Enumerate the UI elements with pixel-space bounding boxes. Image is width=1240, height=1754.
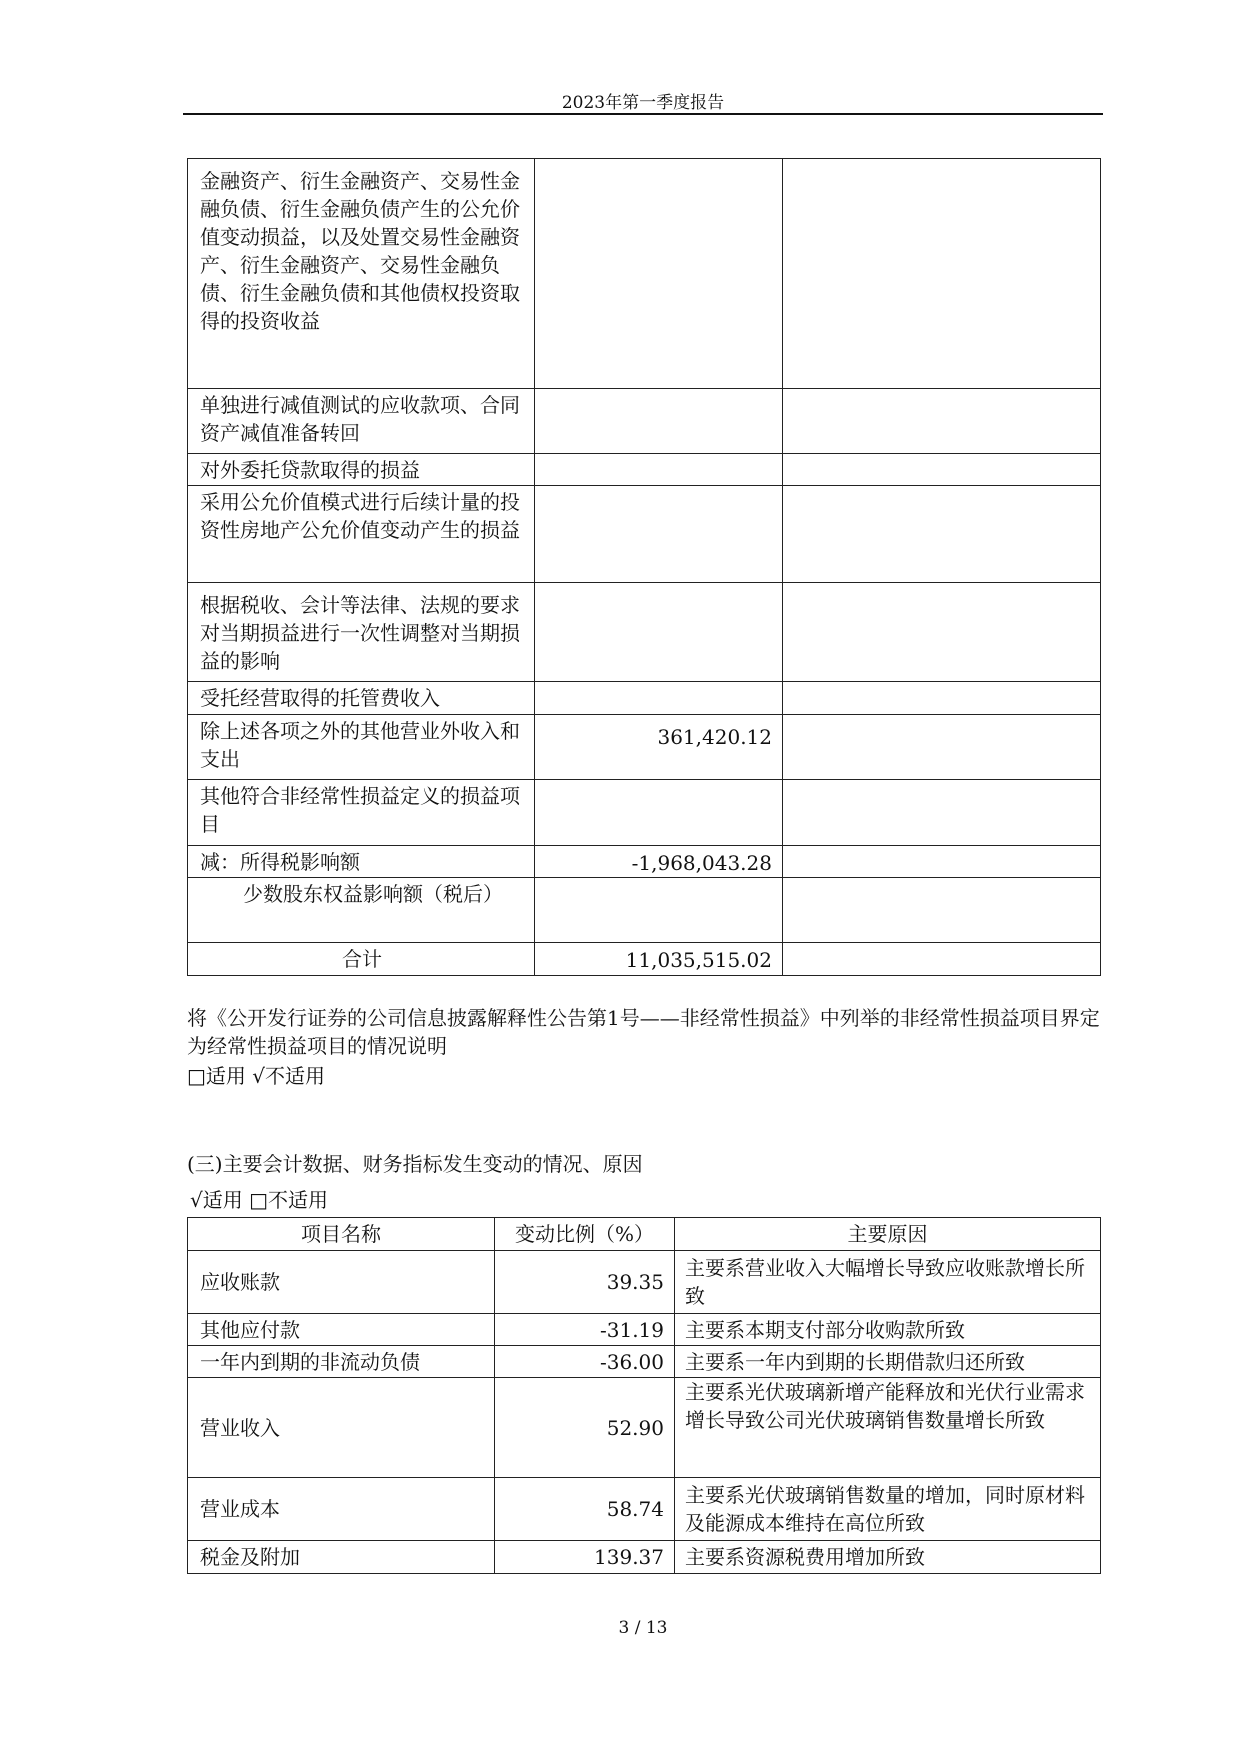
change-ratio: -31.19 <box>495 1314 675 1346</box>
section3-title: (三)主要会计数据、财务指标发生变动的情况、原因 <box>187 1152 643 1176</box>
item-name: 一年内到期的非流动负债 <box>188 1346 495 1378</box>
change-ratio: 139.37 <box>495 1541 675 1574</box>
change-reason: 主要系光伏玻璃销售数量的增加，同时原材料及能源成本维持在高位所致 <box>675 1478 1101 1541</box>
item-name: 其他应付款 <box>188 1314 495 1346</box>
item-label: 对外委托贷款取得的损益 <box>188 454 535 486</box>
table-row <box>188 1346 1101 1378</box>
non-recurring-items-table <box>187 158 1101 976</box>
table-row <box>188 1251 1101 1314</box>
item-amount <box>535 486 783 583</box>
item-label: 减：所得税影响额 <box>188 846 535 878</box>
change-ratio: -36.00 <box>495 1346 675 1378</box>
total-amount: 11,035,515.02 <box>535 943 783 976</box>
item-note <box>783 846 1101 878</box>
header-rule <box>183 113 1103 115</box>
table-row <box>188 1478 1101 1541</box>
table-row <box>188 1314 1101 1346</box>
item-amount <box>535 780 783 846</box>
item-note <box>783 878 1101 943</box>
table-row <box>188 486 1101 583</box>
page-header: 2023年第一季度报告 <box>561 93 725 113</box>
change-ratio: 39.35 <box>495 1251 675 1314</box>
table-row <box>188 682 1101 715</box>
table-row <box>188 715 1101 780</box>
column-header-reason: 主要原因 <box>675 1218 1101 1251</box>
item-amount <box>535 389 783 454</box>
item-note <box>783 159 1101 389</box>
table-row <box>188 1378 1101 1478</box>
column-header-item: 项目名称 <box>188 1218 495 1251</box>
table-row <box>188 846 1101 878</box>
change-reason: 主要系营业收入大幅增长导致应收账款增长所致 <box>675 1251 1101 1314</box>
item-label: 其他符合非经常性损益定义的损益项目 <box>188 780 535 846</box>
item-label: 金融资产、衍生金融资产、交易性金融负债、衍生金融负债产生的公允价值变动损益，以及处置交易性金融资产、衍生金融资产、交易性金融负债、衍生金融负债和其他债权投资取得的投资收益 <box>188 159 535 389</box>
item-name: 应收账款 <box>188 1251 495 1314</box>
table-row <box>188 159 1101 389</box>
item-note <box>783 583 1101 682</box>
page-number: 3 / 13 <box>618 1618 668 1638</box>
table-row <box>188 583 1101 682</box>
section3-options: √适用 □不适用 <box>190 1188 328 1212</box>
table-row-total <box>188 943 1101 976</box>
change-reason: 主要系一年内到期的长期借款归还所致 <box>675 1346 1101 1378</box>
item-amount: -1,968,043.28 <box>535 846 783 878</box>
item-note <box>783 780 1101 846</box>
explanation-text: 将《公开发行证券的公司信息披露解释性公告第1号——非经常性损益》中列举的非经常性损益项目界定为经常性损益项目的情况说明 <box>187 1006 1100 1058</box>
item-amount <box>535 454 783 486</box>
item-note <box>783 715 1101 780</box>
explanation-options: □适用 √不适用 <box>187 1064 325 1088</box>
item-label: 采用公允价值模式进行后续计量的投资性房地产公允价值变动产生的损益 <box>188 486 535 583</box>
item-note <box>783 389 1101 454</box>
item-label: 根据税收、会计等法律、法规的要求对当期损益进行一次性调整对当期损益的影响 <box>188 583 535 682</box>
item-amount <box>535 583 783 682</box>
column-header-ratio: 变动比例（%） <box>495 1218 675 1251</box>
table-row <box>188 454 1101 486</box>
table-row <box>188 780 1101 846</box>
table-header-row <box>188 1218 1101 1251</box>
change-ratio: 58.74 <box>495 1478 675 1541</box>
item-note <box>783 454 1101 486</box>
change-reason: 主要系本期支付部分收购款所致 <box>675 1314 1101 1346</box>
change-ratio: 52.90 <box>495 1378 675 1478</box>
item-name: 税金及附加 <box>188 1541 495 1574</box>
table-row <box>188 1541 1101 1574</box>
item-name: 营业收入 <box>188 1378 495 1478</box>
table-row <box>188 878 1101 943</box>
item-note <box>783 486 1101 583</box>
change-reason: 主要系资源税费用增加所致 <box>675 1541 1101 1574</box>
table-row <box>188 389 1101 454</box>
total-label: 合计 <box>188 943 535 976</box>
item-amount <box>535 682 783 715</box>
item-label: 单独进行减值测试的应收款项、合同资产减值准备转回 <box>188 389 535 454</box>
item-amount: 361,420.12 <box>535 715 783 780</box>
item-label: 受托经营取得的托管费收入 <box>188 682 535 715</box>
item-label: 少数股东权益影响额（税后） <box>188 878 535 943</box>
item-amount <box>535 878 783 943</box>
item-name: 营业成本 <box>188 1478 495 1541</box>
changes-table <box>187 1217 1101 1574</box>
item-label: 除上述各项之外的其他营业外收入和支出 <box>188 715 535 780</box>
item-note <box>783 682 1101 715</box>
item-amount <box>535 159 783 389</box>
item-note <box>783 943 1101 976</box>
change-reason: 主要系光伏玻璃新增产能释放和光伏行业需求增长导致公司光伏玻璃销售数量增长所致 <box>675 1378 1101 1478</box>
